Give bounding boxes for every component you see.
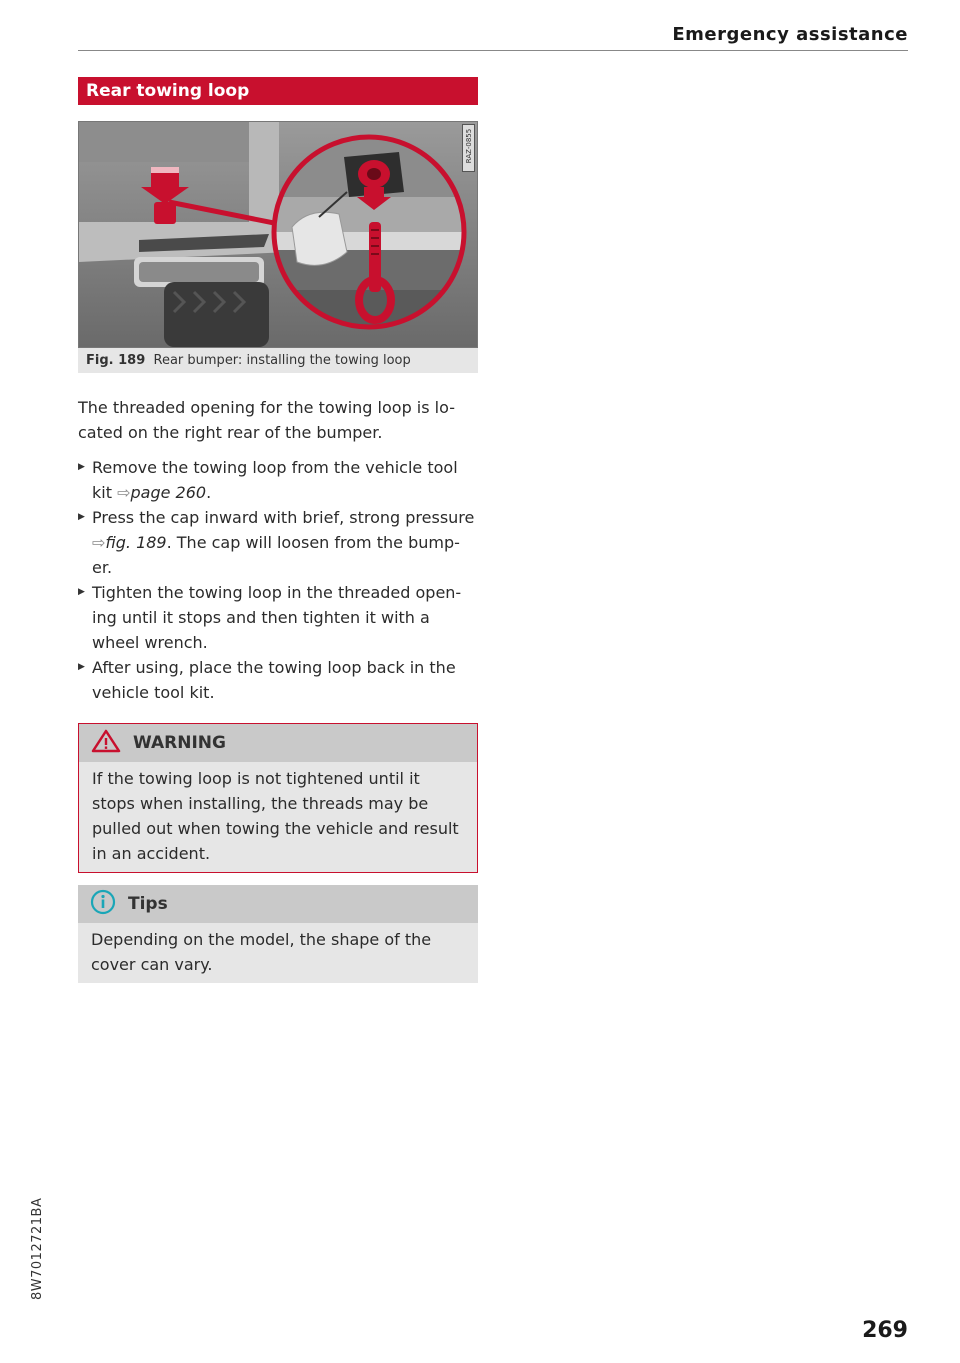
instruction-list	[78, 455, 478, 705]
tips-box	[78, 885, 478, 983]
figure-caption	[78, 348, 478, 373]
tips-body: Depending on the model, the shape of the cover can vary.	[91, 930, 432, 974]
figure-label: Fig. 189	[86, 353, 146, 368]
list-item	[78, 655, 478, 705]
tips-header	[78, 885, 478, 923]
page-link[interactable]: page 260	[130, 483, 207, 502]
list-item	[78, 580, 478, 655]
figure-rear-bumper	[78, 121, 478, 348]
arrow-icon: ⇨	[92, 533, 106, 552]
page-number: 269	[862, 1318, 908, 1343]
figure-code: RAZ-0855	[465, 128, 473, 164]
figure-code-box	[462, 124, 475, 172]
document-code: 8W7012721BA	[30, 1197, 45, 1300]
tips-title: Tips	[128, 894, 168, 914]
warning-body: If the towing loop is not tightened until it stops when installing, the threads may be pulled out when towing the vehicle and result in an accident.	[92, 769, 459, 863]
main-column	[78, 77, 478, 983]
warning-header	[79, 724, 477, 762]
figure-link[interactable]: fig. 189	[105, 533, 167, 552]
section-title: Rear towing loop	[78, 77, 478, 105]
intro-paragraph: The threaded opening for the towing loop is lo- cated on the right rear of the bumper.	[78, 398, 455, 442]
list-item	[78, 505, 478, 580]
step-text: Tighten the towing loop in the threaded open- ing until it stops and then tighten it with a wheel wrench.	[92, 583, 462, 652]
step-after: .	[206, 483, 212, 502]
warning-box	[78, 723, 478, 873]
info-icon	[90, 889, 116, 920]
step-text: After using, place the towing loop back in the vehicle tool kit.	[92, 658, 456, 702]
step-text: Press the cap inward with brief, strong pressure	[92, 508, 475, 527]
warning-title: WARNING	[133, 733, 226, 753]
step-after: . The cap will loosen from the bump- er.	[92, 533, 460, 577]
arrow-icon: ⇨	[117, 483, 131, 502]
figure-caption-text: Rear bumper: installing the towing loop	[153, 353, 411, 368]
running-header: Emergency assistance	[672, 24, 908, 45]
header-rule	[78, 50, 908, 51]
bumper-illustration	[79, 122, 477, 347]
step-text: Remove the towing loop from the vehicle tool kit	[92, 458, 458, 502]
warning-triangle-icon	[91, 729, 121, 758]
list-item	[78, 455, 478, 505]
